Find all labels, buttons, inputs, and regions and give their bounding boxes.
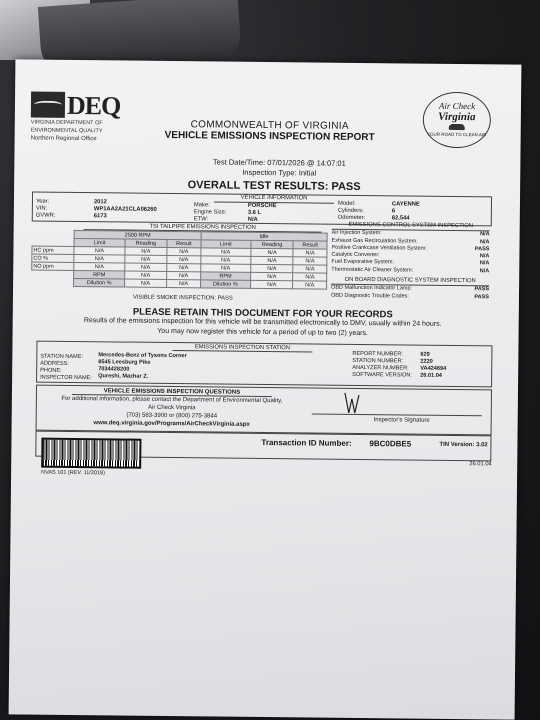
tin-version: TIN Version: 3.02 <box>439 441 488 449</box>
vehicle-mid-values <box>248 203 277 224</box>
results-notice-line-2: You may now register this vehicle for a period of up to two (2) years. <box>157 327 368 338</box>
barcode <box>41 438 141 469</box>
table-row: RPM N/A N/A RPM N/A N/A <box>32 270 327 281</box>
table-row: NO ppm N/A N/A N/A N/A N/A N/A <box>32 262 327 273</box>
obd-title: ON BOARD DIAGNOSTIC SYSTEM INSPECTION <box>331 277 489 287</box>
idle-header: Idle <box>201 232 327 241</box>
deq-url[interactable]: www.deq.virginia.gov/Programs/AirCheckVirginia.aspx <box>93 420 250 428</box>
table-row: CO % N/A N/A N/A N/A N/A N/A <box>32 254 327 265</box>
ecs-title: EMISSIONS CONTROL SYSTEM INSPECTION <box>332 222 490 232</box>
results-notice-line-1: Results of the emissions inspection for this vehicle will be transmitted electronically to DMV, usually within 24 hours. <box>83 317 442 328</box>
inspector-name: Qureshi, Mazhar Z. <box>98 373 149 380</box>
vehicle-mid-labels: Make: Engine Size: ETW: <box>193 202 227 223</box>
vehicle-odometer: 82,544 <box>391 215 410 222</box>
list-item: Air Injection System: N/A <box>331 229 490 238</box>
list-item: Catalytic Converter: N/A <box>331 251 490 260</box>
list-item: OBD Malfunction Indicator Lamp: PASS <box>331 285 490 293</box>
vehicle-info-title: VEHICLE INFORMATION <box>214 194 334 203</box>
station-right-labels: REPORT NUMBER: STATION NUMBER: ANALYZER NUMBER: SOFTWARE VERSION: <box>352 350 412 379</box>
commonwealth-heading: COMMONWEALTH OF VIRGINIA <box>190 119 349 132</box>
vehicle-right-values <box>392 201 420 222</box>
list-item: Fuel Evaporative System: N/A <box>331 259 490 267</box>
station-phone: 7034428200 <box>98 366 130 373</box>
inspection-type: Inspection Type: Initial <box>242 167 317 178</box>
tailpipe-table: 2500 RPM Idle Limit Reading Result Limit Reading Result HC ppm N/A N/A N/A N/A N/A N/A CO % N/A N/A N/A N/A N/A N/A NO ppm N/A N/A N/A N/A N/A N/A RPM N/A N/A RPM N/A N/A Dilution % N/A N/A Dilution % N/A N/A <box>31 230 328 290</box>
deq-wave-icon <box>31 92 65 118</box>
report-number: 629 <box>420 351 430 358</box>
list-item: Positive Crankcase Ventilation System: PASS <box>331 244 490 253</box>
vehicle-year: 2012 <box>93 199 107 206</box>
form-number: NVAS 101 (REV. 11/2018) <box>41 469 105 477</box>
air-check-virginia-logo: Air Check Virginia YOUR ROAD TO CLEAN AIR <box>423 92 492 149</box>
footer-version: 26.01.04 <box>469 461 492 468</box>
questions-title: VEHICLE EMISSIONS INSPECTION QUESTIONS <box>72 388 272 397</box>
station-right-values <box>420 352 446 380</box>
signature-label: Inspector's Signature <box>373 417 430 424</box>
inspection-report-paper: DEQ VIRGINIA DEPARTMENT OF ENVIRONMENTAL QUALITY Northern Regional Office COMMONWEALTH OF VIRGINIA VEHICLE EMISSIONS INSPECTION REPORT Air Check Virginia YOUR ROAD TO CLEAN AIR Test Date/Time: 07/01/2026 @ 14:07:01 Inspection Type: Initial OVERALL TEST RESULTS: PASS VEHICLE INFORMATION Year: VIN: GVWR: 2012 WP1AA2A21CLA06260 6173 Make: Engine Size: ETW: PORSCHE 3.6 L N/A Model: Cylinders: Odometer: CAYENNE 6 82,544 TSI TAILPIPE EMISSIONS INSPECTION 2500 RPM Idle Limit Reading Result Limit Reading Result HC ppm N/A N/A N/A N/A N/A N/A CO % N/A N/A N/A N/A N/A N/A NO ppm N/A N/A N/A N/A N/A N/A RPM N/A N/A RPM N/A N/A Dilution % N/A N/A Dilution % N/A N/A VISIBLE SMOKE INSPECTION: PASS EMISSIONS CONTROL SYSTEM INSPECTION Air Injection System: N/A Exhaust Gas Recirculation System: N/A Positive Crankcase Ventilation System: PASS Catalytic Converter: N/A Fuel Evaporative System: N/A Thermostatic Air Cleaner System: N/A ON BOARD DIAGNOSTIC SYSTEM INSPECTION OBD Malfunction Indicator Lamp: PASS OBD Diagnostic Trouble Codes: PASS PLEASE RETAIN THIS DOCUMENT FOR YOUR RECORDS Results of the emissions inspection for this vehicle will be transmitted electronically to DMV, usually within 24 hours. You may now register this vehicle for a period of up to two (2) years. EMISSIONS INSPECTION STATION STATION NAME: ADDRESS: PHONE: INSPECTOR NAME: Mercedes-Benz of Tysons Corner 8545 Leesburg Pike 7034428200 Qureshi, Mazhar Z. REPORT NUMBER: STATION NUMBER: ANALYZER NUMBER: SOFTWARE VERSION: 629 2220 VA424694 26.01.04 VEHICLE EMISSIONS INSPECTION QUESTIONS For additional information, please contact the Department of Environmental Quality, Air Check Virginia (703) 583-3900 or (800) 275-3844 www.deq.virginia.gov/Programs/AirCheckVirginia.aspx Inspector's Signature Transaction ID Number: 9BC0DBE5 TIN Version: 3.02 NVAS 101 (REV. 11/2018) 26.01.04 <box>9 59 522 719</box>
analyzer-number: VA424694 <box>420 365 447 372</box>
agency-line-1: VIRGINIA DEPARTMENT OF <box>30 119 103 127</box>
overall-test-results: OVERALL TEST RESULTS: PASS <box>187 179 361 193</box>
vehicle-cylinders: 6 <box>391 208 396 215</box>
software-version: 26.01.04 <box>420 372 442 379</box>
list-item: Exhaust Gas Recirculation System: N/A <box>331 237 490 245</box>
table-row: Dilution % N/A N/A Dilution % N/A N/A <box>32 278 327 289</box>
vehicle-gvwr: 6173 <box>93 213 107 220</box>
report-title: VEHICLE EMISSIONS INSPECTION REPORT <box>164 129 375 144</box>
station-title: EMISSIONS INSPECTION STATION <box>172 344 312 352</box>
vehicle-model: CAYENNE <box>391 201 420 208</box>
vehicle-etw: N/A <box>247 216 258 223</box>
inspector-signature-mark <box>337 391 367 415</box>
vehicle-right-labels: Model: Cylinders: Odometer: <box>337 200 366 222</box>
tailpipe-title: TSI TAILPIPE EMISSIONS INSPECTION <box>84 223 322 232</box>
visible-smoke-result: VISIBLE SMOKE INSPECTION: PASS <box>132 294 233 302</box>
rpm-2500-header: 2500 RPM <box>75 230 201 239</box>
transaction-label: Transaction ID Number: <box>261 437 352 448</box>
office-name: Northern Regional Office <box>30 135 97 143</box>
emissions-control-system <box>331 222 490 302</box>
vehicle-left-labels: Year: VIN: GVWR: <box>35 198 56 219</box>
station-values <box>98 352 187 381</box>
station-labels: STATION NAME: ADDRESS: PHONE: INSPECTOR NAME: <box>40 353 92 382</box>
station-number: 2220 <box>420 358 433 365</box>
list-item: OBD Diagnostic Trouble Codes: PASS <box>330 292 490 301</box>
vehicle-left-values <box>94 199 157 221</box>
deq-logo: DEQ VIRGINIA DEPARTMENT OF ENVIRONMENTAL QUALITY Northern Regional Office <box>31 92 144 143</box>
station-name: Mercedes-Benz of Tysons Corner <box>98 352 187 360</box>
car-icon <box>449 124 465 130</box>
station-address: 8545 Leesburg Pike <box>98 359 151 366</box>
vehicle-engine: 3.6 L <box>247 209 262 216</box>
vehicle-make: PORSCHE <box>247 202 277 210</box>
retain-notice: PLEASE RETAIN THIS DOCUMENT FOR YOUR RECORDS <box>132 306 393 321</box>
transaction-id: 9BC0DBE5 <box>369 439 412 449</box>
vehicle-vin: WP1AA2A21CLA06260 <box>93 206 157 213</box>
list-item: Thermostatic Air Cleaner System: N/A <box>331 266 490 275</box>
table-row: HC ppm N/A N/A N/A N/A N/A N/A <box>32 246 327 257</box>
agency-line-2: ENVIRONMENTAL QUALITY <box>30 127 103 135</box>
test-date-time: Test Date/Time: 07/01/2026 @ 14:07:01 <box>212 157 346 168</box>
